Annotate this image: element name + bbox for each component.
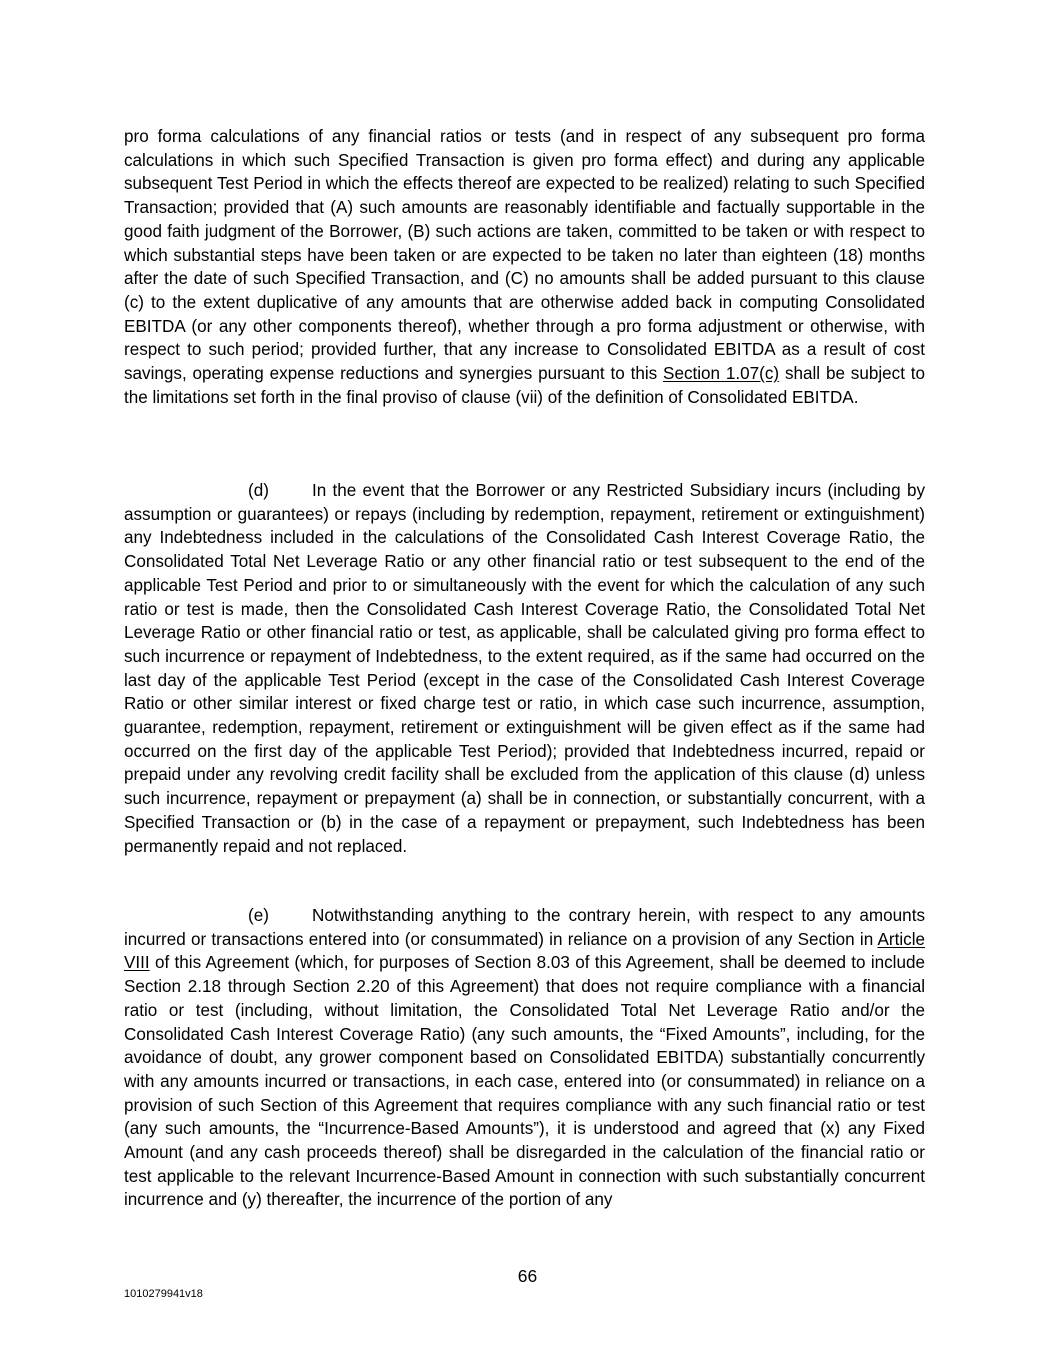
paragraph-e-text-continued: of this Agreement (which, for purposes of Section 8.03 of this Agreement, shall be deemed to include Section 2.18 through Section 2.20 of this Agreement) that does not require compliance with a financial ratio or test (including, without limitation, the Consolidated Total Net Leverage Ratio and/or the Consolidated Cash Interest Coverage Ratio) (any such amounts, the “Fixed Amounts”, including, for the avoidance of doubt, any grower component based on Consolidated EBITDA) substantially concurrently with any amounts incurred or transactions, in each case, entered into (or consummated) in reliance on a provision of such Section of this Agreement that requires compliance with any such financial ratio or test (any such amounts, the “Incurrence-Based Amounts”), it is understood and agreed that (x) any Fixed Amount (and any cash proceeds thereof) shall be disregarded in the calculation of the financial ratio or test applicable to the relevant Incurrence-Based Amount in connection with such substantially concurrent incurrence and (y) thereafter, the incurrence of the portion of any	[124, 953, 925, 1210]
paragraph-d-text: In the event that the Borrower or any Restricted Subsidiary incurs (including by assumption or guarantees) or repays (including by redemption, repayment, retirement or extinguishment) any Indebtedness included in the calculations of the Consolidated Cash Interest Coverage Ratio, the Consolidated Total Net Leverage Ratio or any other financial ratio or test subsequent to the end of the applicable Test Period and prior to or simultaneously with the event for which the calculation of any such ratio or test is made, then the Consolidated Cash Interest Coverage Ratio, the Consolidated Total Net Leverage Ratio or other financial ratio or test, as applicable, shall be calculated giving pro forma effect to such incurrence or repayment of Indebtedness, to the extent required, as if the same had occurred on the last day of the applicable Test Period (except in the case of the Consolidated Cash Interest Coverage Ratio or other similar interest or fixed charge test or ratio, in which case such incurrence, assumption, guarantee, redemption, repayment, retirement or extinguishment will be given effect as if the same had occurred on the first day of the applicable Test Period); provided that Indebtedness incurred, repaid or prepaid under any revolving credit facility shall be excluded from the application of this clause (d) unless such incurrence, repayment or prepayment (a) shall be in connection, or substantially concurrent, with a Specified Transaction or (b) in the case of a repayment or prepayment, such Indebtedness has been permanently repaid and not replaced.	[124, 481, 925, 856]
clause-label-d: (d)	[248, 481, 269, 500]
paragraph-c-text-end: shall be subject to the limitations set forth in the final proviso of clause (vii) of the definition of Consolidated EBITDA.	[124, 364, 926, 407]
clause-label-e: (e)	[248, 906, 269, 925]
section-reference-link: Section 1.07(c)	[663, 364, 780, 384]
paragraph-c-text: pro forma calculations of any financial ratios or tests (and in respect of any subsequent pro forma calculations in which such Specified Transaction is given pro forma effect) and during any applicable subsequent Test Period in which the effects thereof are expected to be realized) relating to such Specified Transaction; provided that (A) such amounts are reasonably identifiable and factually supportable in the good faith judgment of the Borrower, (B) such actions are taken, committed to be taken or with respect to which substantial steps have been taken or are expected to be taken no later than eighteen (18) months after the date of such Specified Transaction, and (C) no amounts shall be added pursuant to this clause (c) to the extent duplicative of any amounts that are otherwise added back in computing Consolidated EBITDA (or any other components thereof), whether through a pro forma adjustment or otherwise, with respect to such period; provided further, that any increase to Consolidated EBITDA as a result of cost savings, operating expense reductions and synergies pursuant to this	[124, 127, 925, 384]
paragraph-d	[124, 479, 925, 858]
paragraph-e-text: Notwithstanding anything to the contrary herein, with respect to any amounts incurred or transactions entered into (or consummated) in reliance on a provision of any Section in	[124, 906, 925, 949]
article-reference-link: Article VIII	[124, 929, 925, 973]
paragraph-e	[124, 904, 925, 1212]
document-id: 1010279941v18	[124, 1288, 203, 1300]
page-number: 66	[517, 1266, 538, 1286]
paragraph-c-continuation	[124, 125, 925, 409]
